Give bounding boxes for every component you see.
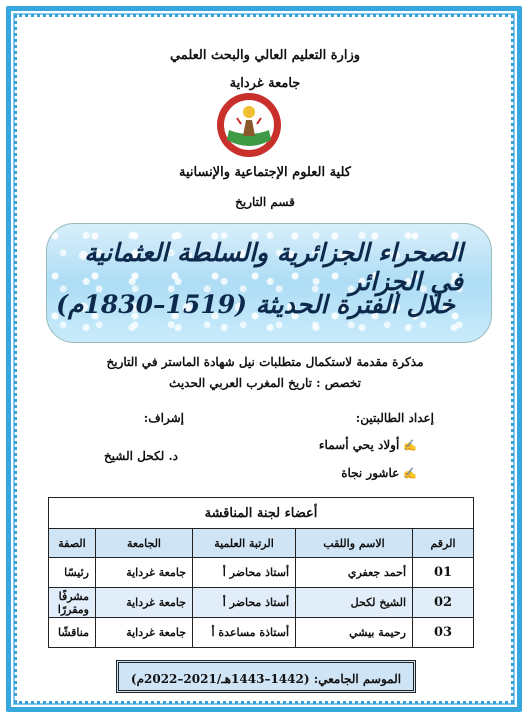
- cell-name: الشيخ لكحل: [296, 588, 413, 618]
- header-name: الاسم واللقب: [296, 529, 413, 558]
- memo-specialty: تخصص : تاريخ المغرب العربي الحديث: [169, 376, 361, 390]
- table-row: [49, 588, 474, 618]
- header-number: الرقم: [413, 529, 474, 558]
- table-row: [49, 558, 474, 588]
- cell-role: رئيسًا: [49, 558, 96, 588]
- university-name: جامعة غرداية: [229, 76, 301, 91]
- pen-icon: ✍: [403, 439, 417, 452]
- pen-icon: ✍: [403, 467, 417, 480]
- cell-number: 01: [413, 558, 474, 588]
- cell-rank: أستاذة مساعدة أ: [193, 618, 296, 648]
- department-name: قسم التاريخ: [235, 195, 295, 209]
- cell-role: مناقشًا: [49, 618, 96, 648]
- faculty-name: كلية العلوم الإجتماعية والإنسانية: [179, 165, 351, 180]
- title-banner: [46, 223, 492, 343]
- thesis-title-line1: الصحراء الجزائرية والسلطة العثمانية في الجزائر: [84, 238, 463, 296]
- student-name: [341, 466, 417, 480]
- cell-number: 02: [413, 588, 474, 618]
- thesis-title-line2: خلال الفترة الحديثة (1519–1830م): [56, 290, 455, 319]
- supervisor-name: د. لكحل الشيخ: [103, 449, 178, 463]
- cell-number: 03: [413, 618, 474, 648]
- header-role: الصفة: [49, 529, 96, 558]
- header-rank: الرتبة العلمية: [193, 529, 296, 558]
- student-name-text: عاشور نجاة: [341, 466, 400, 480]
- cell-university: جامعة غرداية: [96, 558, 193, 588]
- cell-role: مشرفًا ومقررًا: [49, 588, 96, 618]
- university-logo-icon: [215, 90, 283, 160]
- jury-table: [48, 497, 474, 648]
- memo-purpose: مذكرة مقدمة لاستكمال متطلبات نيل شهادة الماستر في التاريخ: [106, 355, 424, 369]
- academic-season: الموسم الجامعي: (1442–1443هـ/2021–2022م): [116, 660, 416, 693]
- header-university: الجامعة: [96, 529, 193, 558]
- student-name: [319, 438, 417, 452]
- student-name-text: أولاد يحي أسماء: [318, 438, 400, 452]
- jury-caption: أعضاء لجنة المناقشة: [49, 498, 474, 529]
- cell-rank: أستاذ محاضر أ: [193, 588, 296, 618]
- cell-university: جامعة غرداية: [96, 618, 193, 648]
- students-label: إعداد الطالبتين:: [355, 411, 434, 425]
- cell-rank: أستاذ محاضر أ: [193, 558, 296, 588]
- supervisor-label: إشراف:: [143, 411, 184, 425]
- cell-university: جامعة غرداية: [96, 588, 193, 618]
- cell-name: أحمد جعفري: [296, 558, 413, 588]
- ministry-name: وزارة التعليم العالي والبحث العلمي: [169, 48, 361, 63]
- cell-name: رحيمة بيشي: [296, 618, 413, 648]
- table-row: [49, 618, 474, 648]
